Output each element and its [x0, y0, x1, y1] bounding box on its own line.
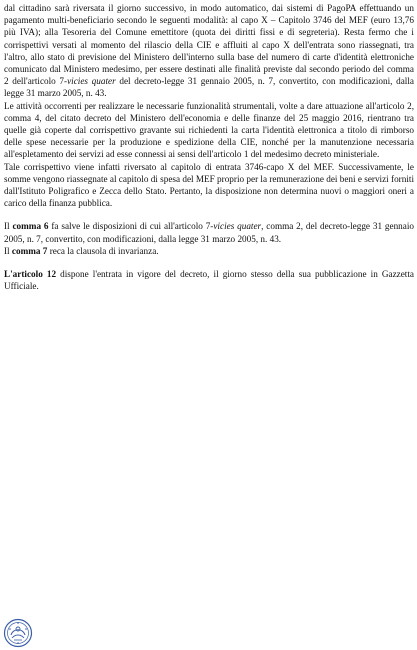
- bold-term: comma 6: [12, 221, 49, 232]
- italic-term: vicies quater: [213, 221, 262, 232]
- paragraph-comma-7: [4, 245, 414, 257]
- paragraph-fee-revenue: Tale corrispettivo viene infatti riversato al capitolo di entrata 3746-capo X del MEF. Successivamente, le somme vengono riassegnate al capitolo di spesa del MEF proprio per la remunerazione dei beni e servizi forniti dall'Istituto Poligrafico e Zecca dello Stato. Pertanto, la disposizione non determina nuovi o maggiori oneri a carico della finanza pubblica.: [4, 161, 414, 209]
- emblem-icon: [3, 618, 33, 648]
- paragraph-text-tail: dispone l'entrata in vigore del decreto, il giorno stesso della sua pubblicazione in Gazzetta Ufficiale.: [4, 269, 414, 292]
- paragraph-text: Il: [4, 245, 12, 256]
- paragraph-text: fa salve le disposizioni di cui all'articolo 7-: [48, 221, 214, 232]
- bold-term: L'articolo 12: [4, 269, 57, 280]
- spacer: [4, 209, 414, 220]
- bold-term: comma 7: [11, 245, 48, 256]
- italic-term: vicies quater: [67, 76, 116, 87]
- paragraph-text-tail: , comma 2, del decreto-legge 31 gennaio 2005, n. 7, convertito, con modificazioni, dalla legge 31 marzo 2005, n. 43.: [4, 221, 414, 244]
- paragraph-payment-allocation: [4, 2, 414, 100]
- paragraph-activities: Le attività occorrenti per realizzare le necessarie funzionalità strumentali, volte a dare attuazione all'articolo 2, comma 4, del citato decreto del Ministero dell'economia e delle finanze del 25 maggio 2016, rientrano tra quelle già coperte dal corrispettivo gravante sui richiedenti la carta l'identità elettronica a titolo di rimborso delle spese necessarie per la produzione e spedizione della CIE, nonché per la manutenzione necessaria all'espletamento dei servizi ad esse connessi ai sensi dell'articolo 1 del medesimo decreto ministeriale.: [4, 100, 414, 160]
- spacer: [4, 257, 414, 268]
- paragraph-text: dal cittadino sarà riversata il giorno successivo, in modo automatico, dai sistemi di PagoPA effettuando un pagamento multi-beneficiario secondo le seguenti modalità: al capo X – Capitolo 3746 del MEF (euro 13,76 più IVA); alla Tesoreria del Comune emettitore (quota dei diritti fissi e di segreteria). Resta fermo che i corrispettivi versati al momento del rilascio della CIE e affluiti al capo X dell'entrata sono riassegnati, tra l'altro, allo stato di previsione del Ministero dell'interno sulla base del numero di carte d'identità elettroniche comunicato dal Ministero medesimo, per essere destinati alle finalità previste dal secondo periodo del comma 2 dell'articolo 7-: [4, 3, 414, 87]
- document-page: [4, 2, 414, 292]
- paragraph-text-tail: reca la clausola di invarianza.: [47, 245, 159, 256]
- paragraph-text-tail: del decreto-legge 31 gennaio 2005, n. 7, convertito, con modificazioni, dalla legge 31 marzo 2005, n. 43.: [4, 76, 414, 99]
- paragraph-comma-6: [4, 220, 414, 244]
- paragraph-text: Il: [4, 221, 13, 232]
- paragraph-article-12: [4, 268, 414, 292]
